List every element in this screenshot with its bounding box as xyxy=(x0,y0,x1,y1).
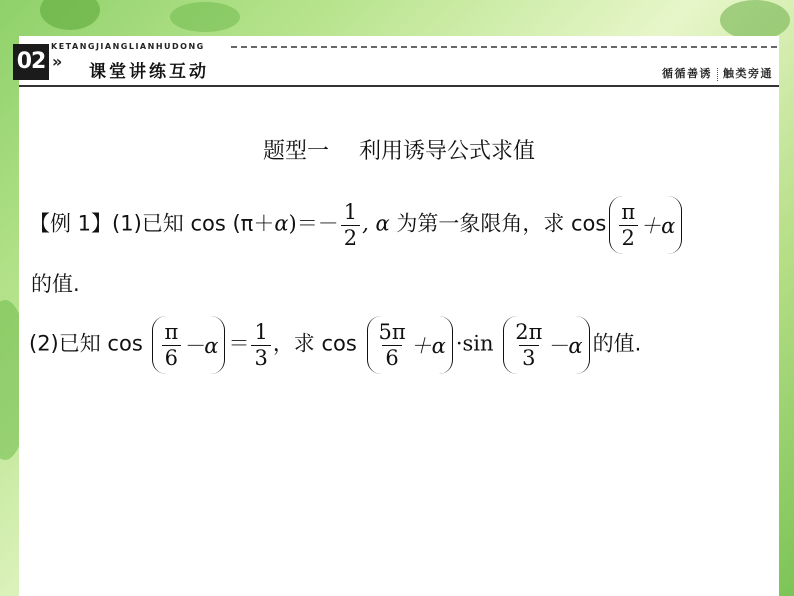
expr-text: ＋α xyxy=(640,214,676,238)
fraction-denominator: 3 xyxy=(519,345,538,369)
section-pinyin: KETANGJIANGLIANHUDONG xyxy=(51,42,205,51)
fraction-one-third xyxy=(251,319,270,370)
parenthesized-expr xyxy=(367,316,453,374)
expr-text: －α xyxy=(183,334,219,358)
fraction-denominator: 2 xyxy=(341,225,360,249)
section-title: 课堂讲练互动 xyxy=(89,62,209,82)
expr-text: ·sin xyxy=(455,331,501,356)
tagline-right: 触类旁通 xyxy=(723,67,773,80)
expr-text: ＋α xyxy=(410,334,446,358)
fraction-denominator: 6 xyxy=(382,345,401,369)
fraction-5pi-over-6 xyxy=(376,319,409,370)
slide-panel xyxy=(16,36,779,596)
fraction-pi-over-2 xyxy=(618,199,638,250)
alpha-symbol: α xyxy=(274,211,289,236)
expr-text: (2)已知 cos xyxy=(29,331,150,356)
tagline xyxy=(662,65,773,81)
slide-header xyxy=(16,36,779,86)
bg-decoration xyxy=(170,2,240,32)
header-divider xyxy=(19,85,779,87)
expr-text: ＝ xyxy=(228,331,250,356)
example-line-3 xyxy=(29,316,641,374)
fraction-denominator: 6 xyxy=(162,345,181,369)
header-dashed-divider xyxy=(231,46,777,48)
section-number-badge: 02 xyxy=(13,44,49,80)
tagline-separator xyxy=(717,68,718,81)
expr-text: )＝－ xyxy=(288,211,339,236)
fraction-pi-over-6 xyxy=(161,319,181,370)
expr-text: ，求 cos xyxy=(272,331,364,356)
double-chevron-icon: » xyxy=(52,52,63,71)
tagline-left: 循循善诱 xyxy=(662,67,712,80)
problem-type-heading xyxy=(19,134,779,165)
heading-topic: 利用诱导公式求值 xyxy=(359,139,536,164)
fraction-denominator: 2 xyxy=(619,225,638,249)
fraction-numerator: 2π xyxy=(515,319,543,344)
fraction-numerator: 5π xyxy=(378,319,406,344)
parenthesized-expr xyxy=(609,196,682,254)
parenthesized-expr xyxy=(152,316,225,374)
fraction-one-half xyxy=(341,199,360,250)
example-label: 【例 1】 xyxy=(29,211,113,236)
fraction-numerator: π xyxy=(621,199,636,224)
expr-text: 为第一象限角，求 cos xyxy=(389,211,607,236)
example-line-2: 的值. xyxy=(31,272,80,296)
alpha-symbol: , α xyxy=(362,211,390,236)
expr-text: (1)已知 cos (π＋ xyxy=(112,211,275,236)
parenthesized-expr xyxy=(503,316,589,374)
heading-type: 题型一 xyxy=(262,139,329,164)
fraction-2pi-over-3 xyxy=(512,319,545,370)
fraction-numerator: 1 xyxy=(343,199,358,224)
fraction-numerator: 1 xyxy=(254,319,268,344)
bg-decoration xyxy=(40,0,100,30)
fraction-numerator: π xyxy=(164,319,179,344)
example-line-1 xyxy=(29,196,685,254)
bg-decoration xyxy=(720,0,790,40)
expr-text: 的值. xyxy=(592,331,642,356)
fraction-denominator: 3 xyxy=(251,345,270,369)
expr-text: －α xyxy=(547,334,583,358)
